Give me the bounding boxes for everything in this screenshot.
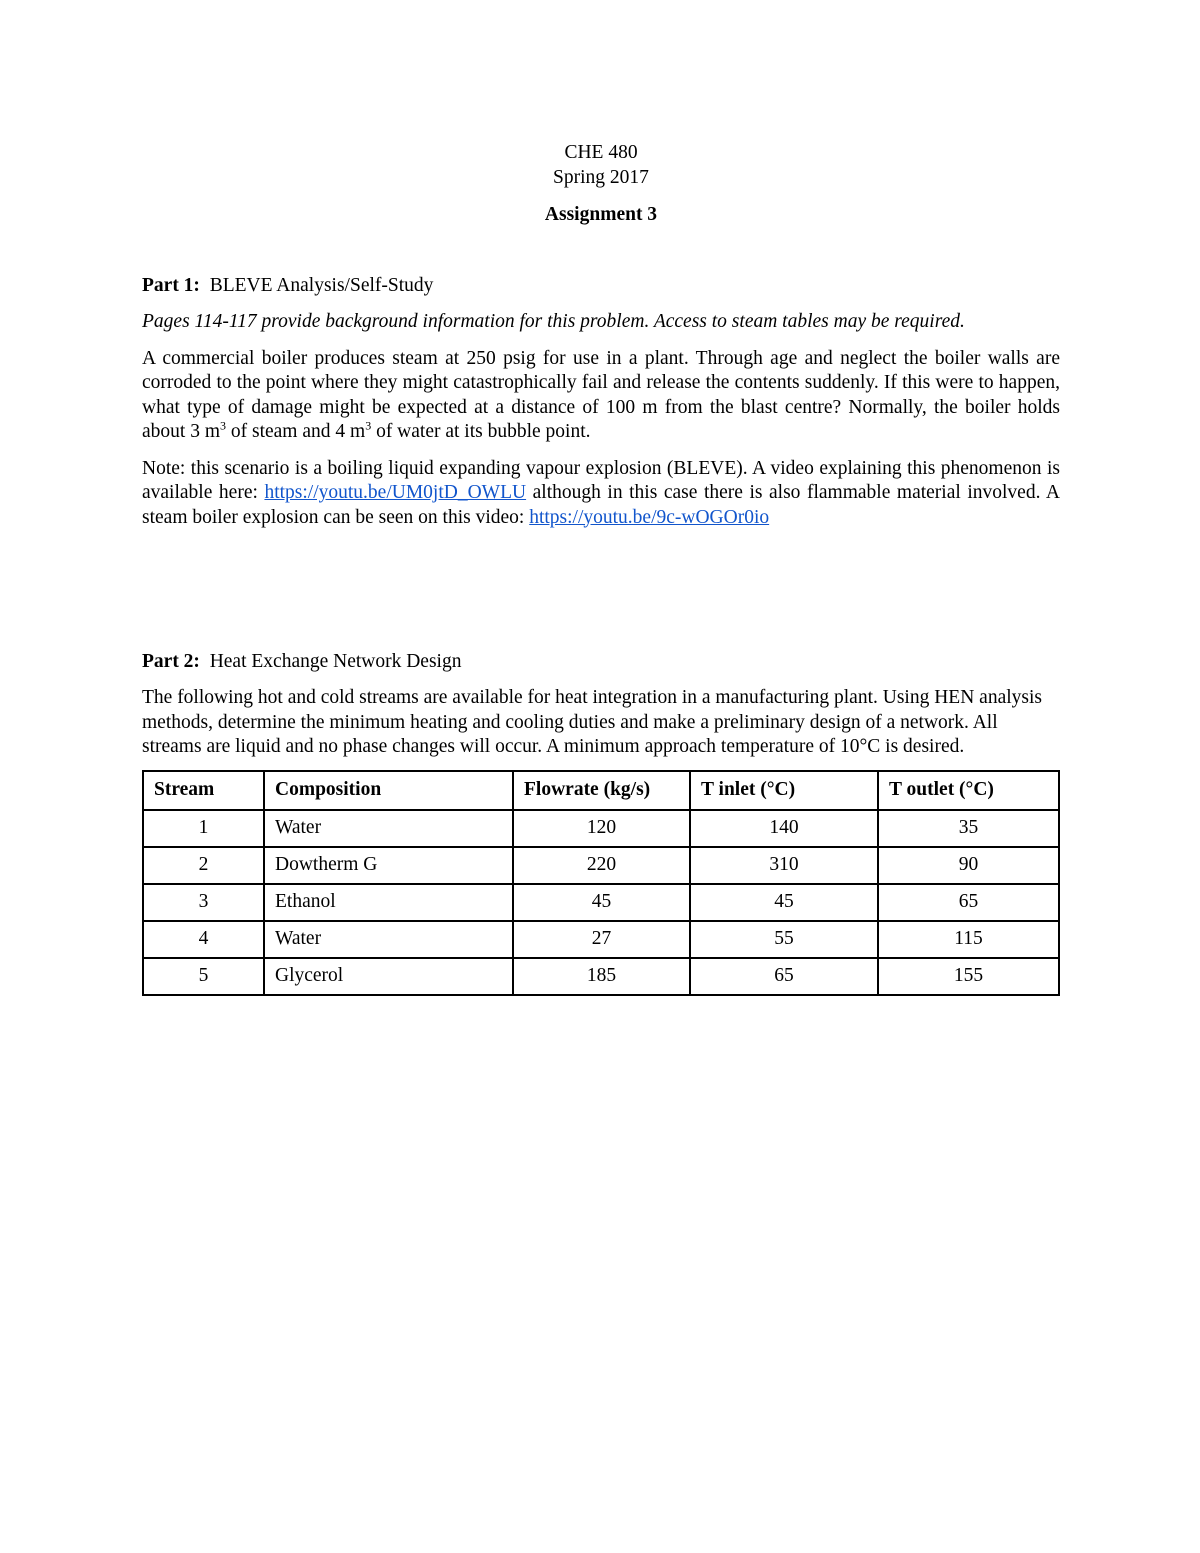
course-term: Spring 2017 — [553, 167, 649, 188]
video-link-bleve[interactable]: https://youtu.be/UM0jtD_OWLU — [264, 482, 527, 503]
part1-label: Part 1: — [142, 275, 200, 296]
part2-label: Part 2: — [142, 651, 200, 672]
part1-text-a: A commercial boiler produces steam at 250 psig for use in a plant. Through age and neglect the boiler walls are corroded to the point where they might catastrophically fail and release the contents suddenly. If this were to happen, what type of damage might be expected at a distance of 100 m from the blast centre? Normally, the boiler holds about 3 m — [142, 347, 1060, 442]
cell-flowrate: 27 — [513, 921, 690, 958]
cell-t-inlet: 140 — [690, 810, 878, 847]
part1-bleve-note — [142, 457, 1060, 531]
part1-problem-statement — [142, 347, 1060, 445]
cell-composition: Water — [264, 810, 513, 847]
header-t-outlet: T outlet (°C) — [878, 771, 1059, 810]
cell-stream: 4 — [143, 921, 264, 958]
stream-table — [142, 770, 1060, 996]
table-row — [143, 884, 1059, 921]
cell-stream: 5 — [143, 958, 264, 995]
part1-title: BLEVE Analysis/Self-Study — [209, 275, 434, 296]
cell-t-outlet: 115 — [878, 921, 1059, 958]
cell-t-inlet: 310 — [690, 847, 878, 884]
cell-flowrate: 220 — [513, 847, 690, 884]
document-page — [142, 140, 1060, 996]
document-header — [142, 140, 1060, 227]
cell-t-outlet: 155 — [878, 958, 1059, 995]
header-composition: Composition — [264, 771, 513, 810]
cell-t-inlet: 45 — [690, 884, 878, 921]
part2-heading — [142, 649, 1060, 674]
cell-flowrate: 120 — [513, 810, 690, 847]
part1-heading — [142, 273, 1060, 298]
cell-t-inlet: 65 — [690, 958, 878, 995]
part1-note-text-b: although in this case there is also flammable material involved. A steam boiler explosion can be seen on this video: — [142, 482, 1060, 528]
header-stream: Stream — [143, 771, 264, 810]
table-row — [143, 958, 1059, 995]
cell-composition: Water — [264, 921, 513, 958]
part1-note-text-a: Note: this scenario is a boiling liquid expanding vapour explosion (BLEVE). A video explaining this phenomenon is available here: — [142, 457, 1060, 503]
part1-text-c: of water at its bubble point. — [371, 421, 591, 442]
table-row — [143, 810, 1059, 847]
header-flowrate: Flowrate (kg/s) — [513, 771, 690, 810]
part1-text-b: of steam and 4 m — [226, 421, 366, 442]
video-link-steam-boiler[interactable]: https://youtu.be/9c-wOGOr0io — [529, 506, 770, 528]
cell-composition: Dowtherm G — [264, 847, 513, 884]
stream-table-header-row — [143, 771, 1059, 810]
cell-stream: 1 — [143, 810, 264, 847]
cell-stream: 3 — [143, 884, 264, 921]
cell-flowrate: 45 — [513, 884, 690, 921]
cell-composition: Glycerol — [264, 958, 513, 995]
table-row — [143, 921, 1059, 958]
part2-problem-statement: The following hot and cold streams are available for heat integration in a manufacturing plant. Using HEN analysis methods, determine the minimum heating and cooling duties and make a preliminary design of a network. All streams are liquid and no phase changes will occur. A minimum approach temperature of 10°C is desired. — [142, 687, 1042, 757]
cell-flowrate: 185 — [513, 958, 690, 995]
table-row — [143, 847, 1059, 884]
cell-t-outlet: 65 — [878, 884, 1059, 921]
part1-note: Pages 114-117 provide background information for this problem. Access to steam tables may be required. — [142, 311, 965, 332]
cell-t-outlet: 35 — [878, 810, 1059, 847]
cell-t-inlet: 55 — [690, 921, 878, 958]
cell-stream: 2 — [143, 847, 264, 884]
cell-t-outlet: 90 — [878, 847, 1059, 884]
cell-composition: Ethanol — [264, 884, 513, 921]
part1-sup-1: 3 — [220, 418, 226, 433]
part2-title: Heat Exchange Network Design — [209, 651, 462, 672]
header-t-inlet: T inlet (°C) — [690, 771, 878, 810]
part1-sup-2: 3 — [365, 418, 372, 433]
course-code: CHE 480 — [564, 142, 638, 163]
assignment-title: Assignment 3 — [544, 204, 658, 225]
